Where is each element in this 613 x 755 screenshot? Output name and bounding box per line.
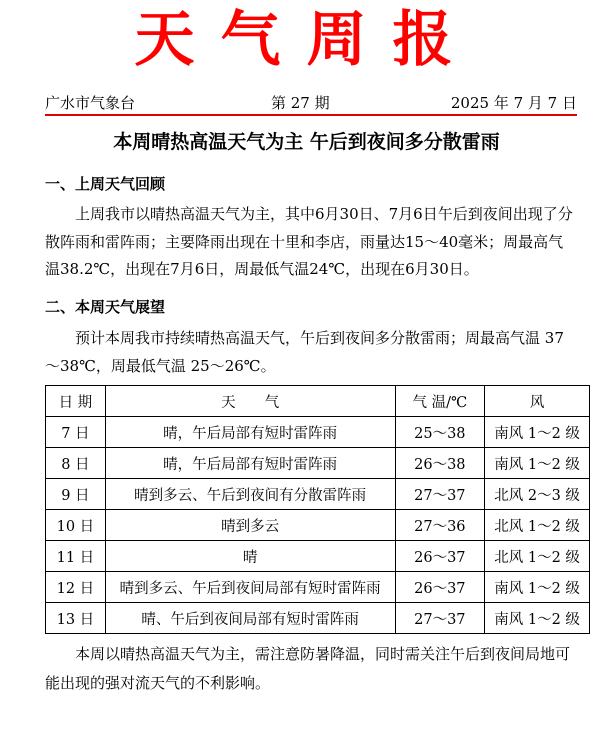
cell-weather: 晴到多云 xyxy=(105,510,395,541)
cell-temperature: 26～37 xyxy=(395,572,485,603)
cell-wind: 南风 1～2 级 xyxy=(485,603,590,634)
cell-date: 7 日 xyxy=(46,417,106,448)
cell-date: 12 日 xyxy=(46,572,106,603)
cell-wind: 北风 1～2 级 xyxy=(485,510,590,541)
cell-temperature: 26～38 xyxy=(395,448,485,479)
issuing-organization: 广水市气象台 xyxy=(45,94,136,112)
headline: 本周晴热高温天气为主 午后到夜间多分散雷雨 xyxy=(113,131,500,153)
section-body-review xyxy=(45,201,577,284)
cell-wind: 南风 1～2 级 xyxy=(485,572,590,603)
table-header-row xyxy=(46,386,590,417)
issue-number: 第 27 期 xyxy=(271,94,330,112)
outlook-paragraph: 预计本周我市持续晴热高温天气，午后到夜间多分散雷雨；周最高气温 37～38℃，周最低气温 25～26℃。 xyxy=(45,329,564,375)
header-divider xyxy=(45,114,577,116)
table-row xyxy=(46,448,590,479)
issue-info-line xyxy=(45,92,577,114)
cell-wind: 北风 1～2 级 xyxy=(485,541,590,572)
issue-date: 2025 年 7 月 7 日 xyxy=(450,94,577,112)
header-temperature: 气 温/℃ xyxy=(395,386,485,417)
cell-temperature: 27～37 xyxy=(395,603,485,634)
header-date: 日 期 xyxy=(46,386,106,417)
table-row xyxy=(46,541,590,572)
closing-paragraph: 本周以晴热高温天气为主，需注意防暑降温，同时需关注午后到夜间局地可能出现的强对流天气的不利影响。 xyxy=(45,645,571,692)
section-title-outlook: 二、本周天气展望 xyxy=(45,298,166,316)
cell-weather: 晴 xyxy=(105,541,395,572)
cell-weather: 晴到多云、午后到夜间有分散雷阵雨 xyxy=(105,479,395,510)
cell-date: 10 日 xyxy=(46,510,106,541)
cell-wind: 南风 1～2 级 xyxy=(485,448,590,479)
cell-weather: 晴，午后局部有短时雷阵雨 xyxy=(105,448,395,479)
cell-date: 8 日 xyxy=(46,448,106,479)
header-wind: 风 xyxy=(485,386,590,417)
cell-weather: 晴到多云、午后到夜间局部有短时雷阵雨 xyxy=(105,572,395,603)
cell-temperature: 27～36 xyxy=(395,510,485,541)
table-row xyxy=(46,479,590,510)
cell-date: 13 日 xyxy=(46,603,106,634)
cell-weather: 晴、午后到夜间局部有短时雷阵雨 xyxy=(105,603,395,634)
forecast-table xyxy=(45,385,590,634)
cell-temperature: 25～38 xyxy=(395,417,485,448)
closing-note xyxy=(45,640,577,698)
section-body-outlook xyxy=(45,325,577,380)
review-paragraph: 上周我市以晴热高温天气为主，其中6月30日、7月6日午后到夜间出现了分散阵雨和雷阵雨；主要降雨出现在十里和李店，雨量达15～40毫米；周最高气温38.2℃，出现在7月6日，周最低气温24℃，出现在6月30日。 xyxy=(45,205,573,278)
table-row xyxy=(46,572,590,603)
table-row xyxy=(46,510,590,541)
cell-temperature: 26～37 xyxy=(395,541,485,572)
cell-weather: 晴，午后局部有短时雷阵雨 xyxy=(105,417,395,448)
section-title-review: 一、上周天气回顾 xyxy=(45,175,166,193)
cell-wind: 南风 1～2 级 xyxy=(485,417,590,448)
header-weather: 天 气 xyxy=(105,386,395,417)
cell-date: 9 日 xyxy=(46,479,106,510)
cell-date: 11 日 xyxy=(46,541,106,572)
table-row xyxy=(46,417,590,448)
masthead-title: 天气周报 xyxy=(134,5,479,75)
cell-temperature: 27～37 xyxy=(395,479,485,510)
cell-wind: 北风 2～3 级 xyxy=(485,479,590,510)
table-row xyxy=(46,603,590,634)
